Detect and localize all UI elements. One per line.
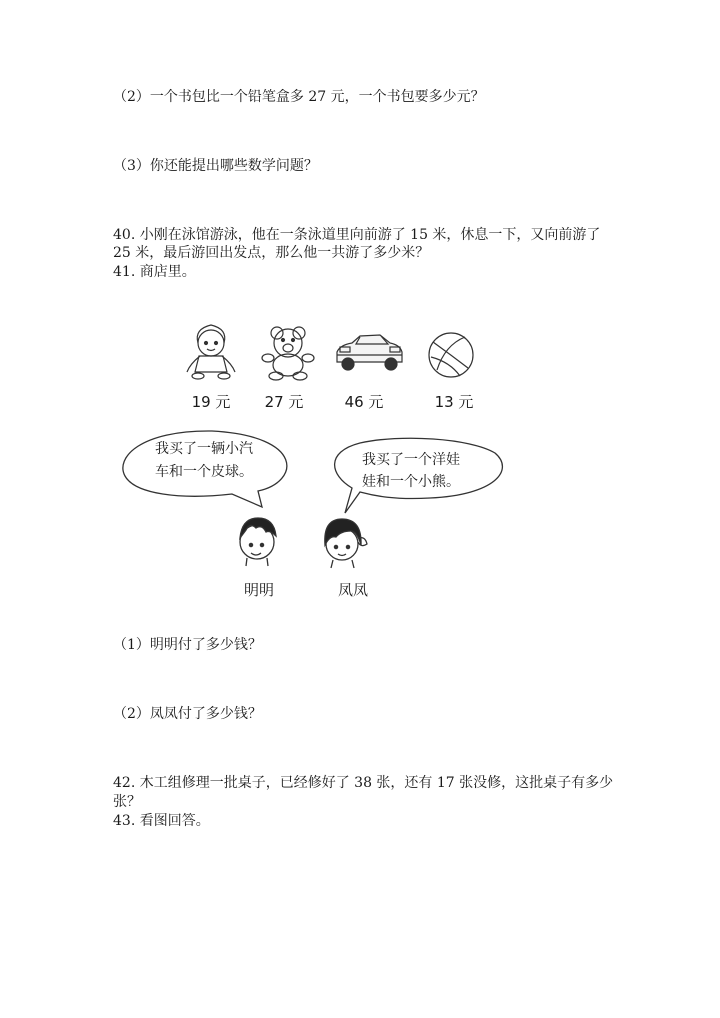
doll-icon [187,325,235,379]
toy-car-icon [337,335,402,370]
bubble-right-line2: 娃和一个小熊。 [362,474,460,490]
girl-name: 凤凤 [337,581,369,599]
q41-sub2: （2）凤凤付了多少钱？ [113,706,262,722]
ball-price: 13 元 [434,393,474,411]
q42-line1: 42. 木工组修理一批桌子，已经修好了 38 张，还有 17 张没修，这批桌子有多少 [113,775,614,791]
q40-line1: 40. 小刚在泳馆游泳，他在一条泳道里向前游了 15 米，休息一下，又向前游了 [113,227,601,243]
q39-sub2: （2）一个书包比一个铅笔盒多 27 元，一个书包要多少元？ [113,89,485,105]
girl-icon [325,519,367,568]
q41-title: 41. 商店里。 [113,264,196,280]
q39-sub3: （3）你还能提出哪些数学问题？ [113,158,318,174]
q40-line2: 25 米，最后游回出发点，那么他一共游了多少米？ [113,245,430,261]
teddy-bear-icon [262,327,314,380]
q41-sub1: （1）明明付了多少钱？ [113,637,262,653]
speech-bubble-right [335,438,503,513]
speech-bubble-left [123,431,287,507]
q42-line2: 张？ [113,794,141,810]
bubble-left-line2: 车和一个皮球。 [155,464,253,480]
ball-icon [429,333,473,377]
bubble-right-line1: 我买了一个洋娃 [362,452,460,468]
toy-car-price: 46 元 [344,393,384,411]
boy-name: 明明 [243,581,275,599]
boy-icon [240,518,276,566]
doll-price: 19 元 [191,393,231,411]
teddy-bear-price: 27 元 [264,393,304,411]
bubble-left-line1: 我买了一辆小汽 [155,441,253,457]
q43-title: 43. 看图回答。 [113,813,210,829]
